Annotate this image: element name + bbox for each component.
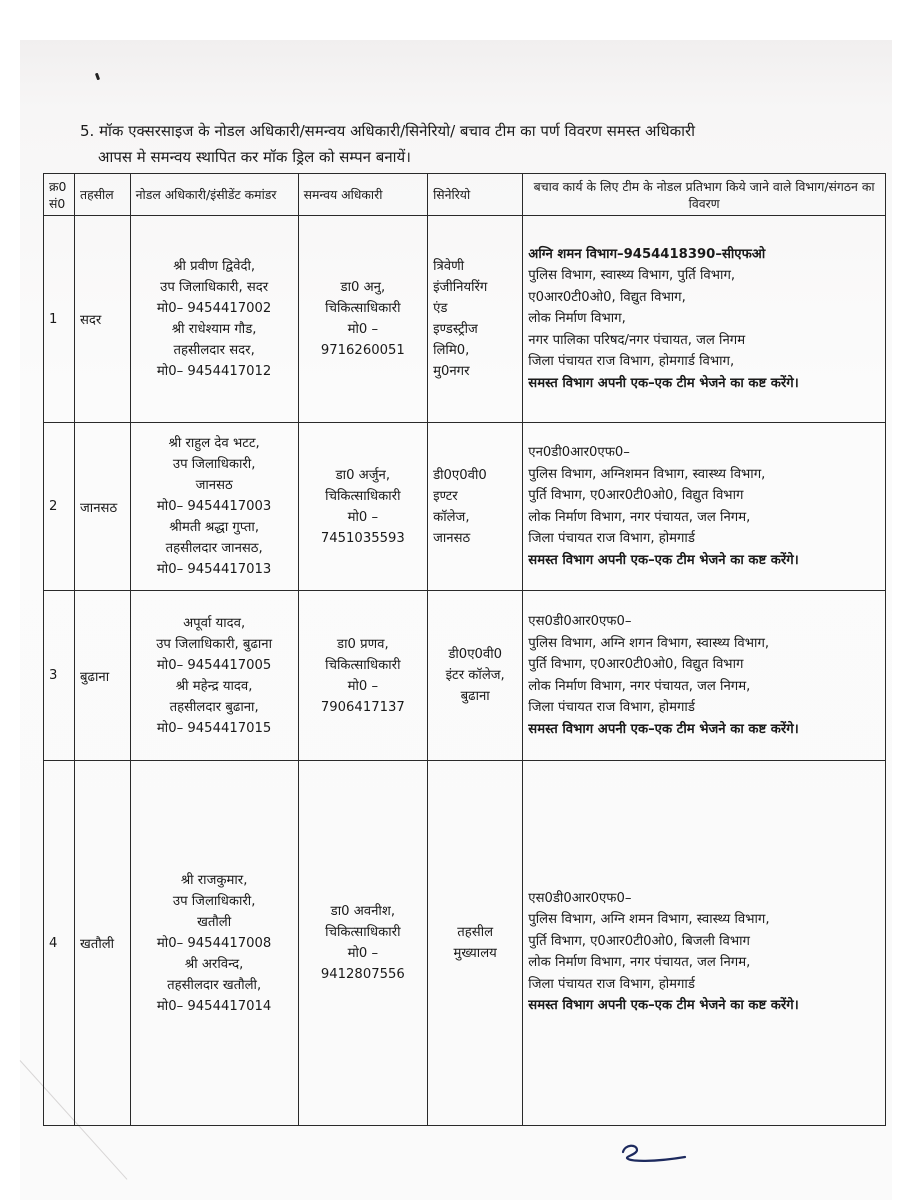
coordination-officer-line: चिकित्साधिकारी — [325, 925, 401, 940]
nodal-officer-line: खतौली — [197, 914, 232, 930]
department-closing-line: समस्त विभाग अपनी एक–एक टीम भेजने का कष्ट करेंगे। — [528, 721, 799, 737]
nodal-officer-line: श्री प्रवीण द्विवेदी, — [173, 259, 256, 274]
nodal-officer-line: मो0– 9454417008 — [156, 935, 272, 951]
header-scenario: सिनेरियो — [428, 174, 523, 216]
scenario-line: मु0नगर — [433, 364, 470, 379]
heading-line-2: आपस मे समन्वय स्थापित कर मॉक ड्रिल को सम्पन बनायें। — [98, 148, 411, 166]
signature-stroke — [615, 1140, 705, 1170]
nodal-officer-line: मो0– 9454417003 — [156, 499, 272, 514]
department-line: पुर्ति विभाग, ए0आर0टी0ओ0, विद्युत विभाग — [528, 488, 744, 503]
nodal-officer-line: मो0– 9454417015 — [156, 720, 272, 736]
scenario-line: एंड — [433, 301, 448, 316]
coordination-officer-line: 7451035593 — [320, 530, 405, 546]
tehsil-cell: खतौली — [75, 761, 131, 1126]
nodal-officer-line: मो0– 9454417012 — [156, 364, 272, 379]
scenario-line: बुढाना — [460, 689, 490, 704]
department-line: पुलिस विभाग, अग्निशमन विभाग, स्वास्थ्य विभाग, — [528, 466, 766, 482]
coordination-officer-line: मो0 – — [347, 509, 379, 525]
coordination-officer-line: मो0 – — [347, 322, 379, 337]
header-nodal-officer: नोडल अधिकारी/इंसीडेंट कमांडर — [130, 174, 298, 216]
department-line: पुलिस विभाग, स्वास्थ्य विभाग, पुर्ति विभाग, — [528, 268, 736, 284]
nodal-officer-line: श्री राधेश्याम गौड, — [171, 322, 257, 337]
nodal-officer-line: श्री राहुल देव भटट, — [168, 436, 260, 451]
header-tehsil: तहसील — [75, 174, 131, 216]
nodal-officer-line: उप जिलाधिकारी, — [172, 457, 256, 472]
department-line: लोक निर्माण विभाग, नगर पंचायत, जल निगम, — [528, 955, 751, 970]
table-row — [44, 216, 886, 423]
coordination-officer-line: चिकित्साधिकारी — [325, 488, 401, 504]
scenario-line: इण्टर — [433, 488, 458, 504]
table-header-row — [44, 174, 886, 216]
coordination-officer-line: 9716260051 — [320, 343, 405, 358]
scenario-line: इंटर कॉलेज, — [445, 668, 505, 683]
coordination-officer-line: चिकित्साधिकारी — [325, 657, 401, 673]
coordination-officer-line: डा0 अनु, — [340, 280, 386, 295]
departments-cell — [523, 423, 886, 591]
department-closing-line: समस्त विभाग अपनी एक–एक टीम भेजने का कष्ट करेंगे। — [528, 552, 799, 568]
department-lead-line: अग्नि शमन विभाग–9454418390–सीएफओ — [528, 246, 766, 262]
nodal-officer-line: तहसीलदार सदर, — [173, 343, 255, 358]
scenario-line: जानसठ — [433, 530, 471, 546]
coordination-officer-cell — [298, 591, 427, 761]
nodal-officer-line: तहसीलदार खतौली, — [167, 977, 262, 993]
tehsil-cell: बुढाना — [75, 591, 131, 761]
nodal-officer-line: उप जिलाधिकारी, — [172, 893, 256, 909]
header-departments: बचाव कार्य के लिए टीम के नोडल प्रतिभाग किये जाने वाले विभाग/संगठन का विवरण — [523, 174, 886, 216]
scenario-line: तहसील — [457, 925, 494, 940]
nodal-officer-line: उप जिलाधिकारी, बुढाना — [156, 636, 273, 652]
scenario-line: डी0ए0वी0 — [433, 467, 487, 483]
nodal-officer-line: मो0– 9454417005 — [156, 657, 272, 673]
nodal-officer-line: मो0– 9454417013 — [156, 562, 272, 577]
department-line: पुलिस विभाग, अग्नि शमन विभाग, स्वास्थ्य विभाग, — [528, 912, 770, 927]
coordination-officer-line: चिकित्साधिकारी — [325, 301, 401, 316]
table-row — [44, 591, 886, 761]
coordination-officer-cell — [298, 761, 427, 1126]
scenario-line: लिमि0, — [433, 343, 470, 358]
nodal-officer-cell — [130, 761, 298, 1126]
scenario-cell — [428, 591, 523, 761]
department-line: लोक निर्माण विभाग, नगर पंचायत, जल निगम, — [528, 509, 751, 525]
nodal-officer-line: श्री अरविन्द, — [184, 956, 244, 972]
coordination-officer-line: डा0 अर्जुन, — [335, 467, 391, 483]
departments-cell — [523, 761, 886, 1126]
coordination-officer-line: मो0 – — [347, 678, 379, 694]
nodal-officer-line: जानसठ — [195, 478, 233, 493]
coordination-officer-line: मो0 – — [347, 946, 379, 961]
department-lead-line: एन0डी0आर0एफ0– — [528, 445, 630, 460]
department-line: जिला पंचायत राज विभाग, होमगार्ड — [528, 531, 695, 546]
nodal-officer-line: मो0– 9454417002 — [156, 301, 272, 316]
department-line: पुर्ति विभाग, ए0आर0टी0ओ0, विद्युत विभाग — [528, 657, 744, 672]
coordination-officer-line: डा0 प्रणव, — [337, 636, 389, 652]
serial-no-cell: 2 — [44, 423, 75, 591]
department-line: लोक निर्माण विभाग, नगर पंचायत, जल निगम, — [528, 678, 751, 694]
coordination-officer-line: 7906417137 — [320, 699, 405, 715]
scenario-cell — [428, 761, 523, 1126]
serial-no-cell: 4 — [44, 761, 75, 1126]
nodal-officer-line: तहसीलदार बुढाना, — [169, 699, 259, 715]
scenario-line: मुख्यालय — [453, 946, 497, 961]
tehsil-cell: सदर — [75, 216, 131, 423]
departments-cell — [523, 591, 886, 761]
department-lead-line: एस0डी0आर0एफ0– — [528, 614, 632, 629]
department-line: जिला पंचायत राज विभाग, होमगार्ड — [528, 700, 695, 715]
scenario-line: कॉलेज, — [433, 509, 470, 525]
section-heading — [80, 118, 880, 170]
department-lead-line: एस0डी0आर0एफ0– — [528, 890, 632, 906]
department-line: जिला पंचायत राज विभाग, होमगार्ड विभाग, — [528, 354, 735, 370]
table-row — [44, 423, 886, 591]
coordination-officer-line: डा0 अवनीश, — [330, 904, 396, 919]
serial-no-cell: 1 — [44, 216, 75, 423]
scenario-line: इंजीनियरिंग — [433, 280, 488, 295]
department-line: लोक निर्माण विभाग, — [528, 311, 626, 327]
table-row — [44, 761, 886, 1126]
mock-drill-table — [43, 173, 886, 1126]
department-line: जिला पंचायत राज विभाग, होमगार्ड — [528, 976, 695, 992]
nodal-officer-line: श्रीमती श्रद्धा गुप्ता, — [169, 520, 260, 535]
scenario-line: त्रिवेणी — [433, 259, 465, 274]
department-line: नगर पालिका परिषद/नगर पंचायत, जल निगम — [528, 332, 746, 348]
header-serial-no: क्र0 सं0 — [44, 174, 75, 216]
nodal-officer-line: श्री राजकुमार, — [180, 872, 248, 888]
department-closing-line: समस्त विभाग अपनी एक–एक टीम भेजने का कष्ट करेंगे। — [528, 998, 799, 1013]
scenario-cell — [428, 216, 523, 423]
departments-cell — [523, 216, 886, 423]
coordination-officer-cell — [298, 216, 427, 423]
serial-no-cell: 3 — [44, 591, 75, 761]
department-line: पुर्ति विभाग, ए0आर0टी0ओ0, बिजली विभाग — [528, 933, 750, 949]
department-line: पुलिस विभाग, अग्नि शगन विभाग, स्वास्थ्य विभाग, — [528, 635, 770, 651]
scenario-line: इण्डस्ट्रीज — [433, 322, 478, 337]
nodal-officer-cell — [130, 591, 298, 761]
nodal-officer-line: उप जिलाधिकारी, सदर — [160, 280, 269, 295]
scenario-cell — [428, 423, 523, 591]
tehsil-cell: जानसठ — [75, 423, 131, 591]
scenario-line: डी0ए0वी0 — [448, 647, 503, 662]
nodal-officer-cell — [130, 423, 298, 591]
coordination-officer-cell — [298, 423, 427, 591]
header-coordination-officer: समन्वय अधिकारी — [298, 174, 427, 216]
nodal-officer-cell — [130, 216, 298, 423]
nodal-officer-line: मो0– 9454417014 — [156, 998, 272, 1014]
heading-line-1: 5. मॉक एक्सरसाइज के नोडल अधिकारी/समन्वय अधिकारी/सिनेरियो/ बचाव टीम का पर्ण विवरण समस्त अधिकारी — [80, 122, 696, 140]
handwritten-signature — [615, 1140, 705, 1174]
coordination-officer-line: 9412807556 — [320, 967, 405, 982]
department-closing-line: समस्त विभाग अपनी एक–एक टीम भेजने का कष्ट करेंगे। — [528, 375, 799, 391]
nodal-officer-line: अपूर्वा यादव, — [183, 615, 246, 631]
nodal-officer-line: श्री महेन्द्र यादव, — [175, 678, 253, 694]
department-line: ए0आर0टी0ओ0, विद्युत विभाग, — [528, 289, 686, 305]
nodal-officer-line: तहसीलदार जानसठ, — [165, 541, 263, 556]
